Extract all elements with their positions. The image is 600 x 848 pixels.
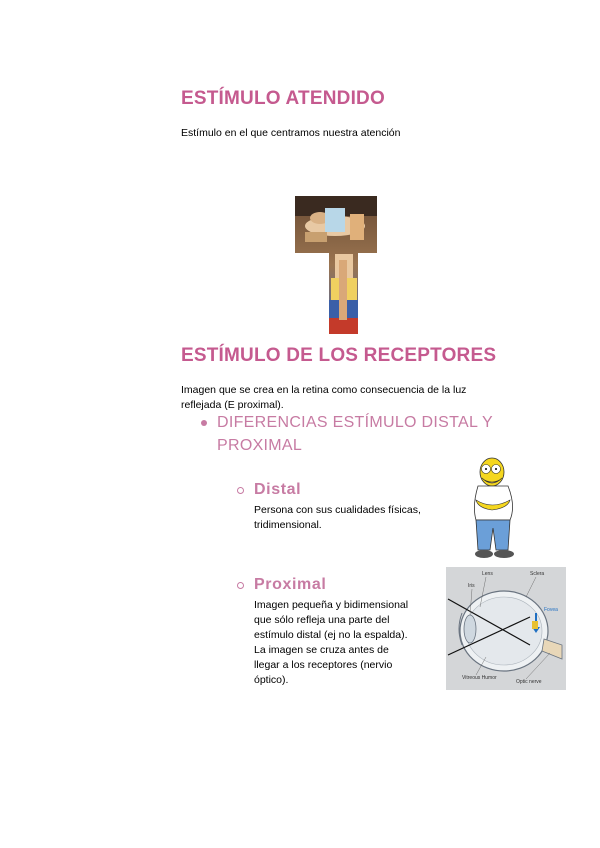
- section-text-attended: Estímulo en el que centramos nuestra atención: [181, 127, 401, 139]
- sub-bullet-proximal: [237, 582, 244, 589]
- eye-label-vitreous: Vitreous Humor: [462, 675, 497, 681]
- proximal-text-line6: óptico).: [254, 674, 289, 686]
- proximal-text-line1: Imagen pequeña y bidimensional: [254, 599, 409, 611]
- proximal-heading: Proximal: [254, 576, 327, 593]
- differences-heading-line2: PROXIMAL: [217, 437, 303, 454]
- section-title-attended: ESTÍMULO ATENDIDO: [181, 88, 385, 109]
- eye-label-sclera: Sclera: [530, 571, 545, 577]
- proximal-text-line2: que sólo refleja una parte del: [254, 614, 390, 626]
- differences-heading-line1: DIFERENCIAS ESTÍMULO DISTAL Y: [217, 414, 494, 431]
- distal-heading: Distal: [254, 481, 302, 498]
- eye-label-iris: Iris: [468, 583, 475, 589]
- section-text-receptors-line1: Imagen que se crea en la retina como consecuencia de la luz: [181, 384, 467, 396]
- proximal-text-line5: llegar a los receptores (nervio: [254, 659, 393, 671]
- distal-text-line2: tridimensional.: [254, 519, 322, 531]
- section-text-receptors-line2: reflejada (E proximal).: [181, 399, 284, 411]
- sub-bullet-distal: [237, 487, 244, 494]
- proximal-text-line4: La imagen se cruza antes de: [254, 644, 389, 656]
- eye-diagram-image: [446, 567, 566, 690]
- homer-character-image: [470, 456, 524, 560]
- bullet-dot: [201, 420, 207, 426]
- eye-label-fovea: Fovea: [544, 607, 558, 613]
- section-title-receptors: ESTÍMULO DE LOS RECEPTORES: [181, 345, 497, 366]
- cross-photo-collage: [295, 196, 377, 334]
- eye-label-optic-nerve: Optic nerve: [516, 679, 542, 685]
- distal-text-line1: Persona con sus cualidades físicas,: [254, 504, 421, 516]
- eye-label-lens: Lens: [482, 571, 493, 577]
- proximal-text-line3: estímulo distal (ej no la espalda).: [254, 629, 408, 641]
